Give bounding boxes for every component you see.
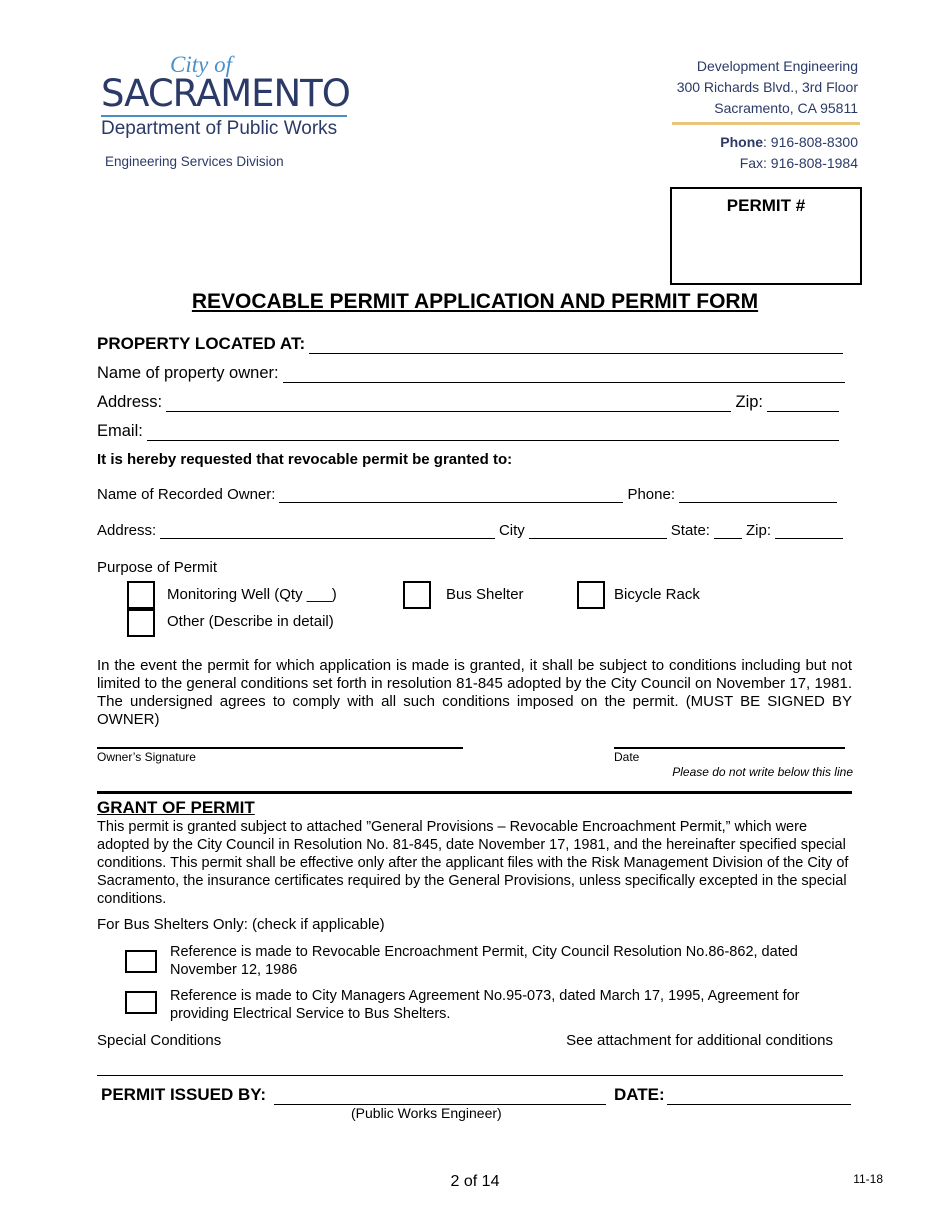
section-divider [97,791,852,794]
public-works-engineer-note: (Public Works Engineer) [351,1105,502,1121]
permit-issued-field[interactable] [274,1090,606,1105]
bus-shelter-label: Bus Shelter [446,586,524,603]
property-owner-field[interactable] [283,368,845,383]
date-label: Date [614,750,640,764]
do-not-write-note: Please do not write below this line [672,765,853,779]
logo-department: Department of Public Works [101,118,338,139]
office-street: 300 Richards Blvd., 3rd Floor [676,79,858,95]
email-row [97,422,843,441]
recorded-owner-row [97,486,841,503]
recorded-phone-field[interactable] [679,488,837,503]
special-conditions-line[interactable] [97,1075,843,1076]
reference-1-text: Reference is made to Revocable Encroachment Permit, City Council Resolution No.86-862, dated November 12, 1986 [170,944,798,978]
recorded-address-field[interactable] [160,524,495,539]
office-phone [720,134,858,150]
see-attachment-label: See attachment for additional conditions [566,1032,833,1049]
bicycle-rack-checkbox[interactable] [577,581,605,609]
special-conditions-label: Special Conditions [97,1032,222,1049]
owner-signature-label: Owner’s Signature [97,750,196,764]
property-located-field[interactable] [309,339,843,354]
request-heading: It is hereby requested that revocable permit be granted to: [97,451,513,468]
issued-date-field[interactable] [667,1090,851,1105]
property-located-row [97,334,847,354]
recorded-phone-label: Phone: [627,486,675,503]
bus-shelters-only: For Bus Shelters Only: (check if applicable) [97,916,385,933]
issued-date-label: DATE: [613,1085,665,1104]
property-owner-label: Name of property owner: [97,364,279,382]
address-row [97,393,843,412]
logo-divider [101,115,347,117]
recorded-city-field[interactable] [529,524,667,539]
property-located-label: PROPERTY LOCATED AT: [97,334,306,353]
page-title: REVOCABLE PERMIT APPLICATION AND PERMIT FORM [191,290,759,313]
page-number: 2 of 14 [450,1173,500,1190]
recorded-state-field[interactable] [714,524,742,539]
other-checkbox[interactable] [127,609,155,637]
address-label: Address: [97,393,163,411]
form-code: 11-18 [853,1172,883,1186]
email-field[interactable] [147,426,839,441]
bicycle-rack-label: Bicycle Rack [614,586,700,603]
property-owner-row [97,364,849,383]
recorded-state-label: State: [670,522,710,539]
address-field[interactable] [166,397,731,412]
office-name: Development Engineering [696,58,858,74]
logo-city-of: City of [170,52,232,77]
monitoring-well-label: Monitoring Well (Qty ___) [167,586,337,603]
permit-issued-row [101,1085,851,1105]
phone-value: : 916-808-8300 [763,134,858,150]
recorded-address-label: Address: [97,522,157,539]
email-label: Email: [97,422,143,440]
monitoring-well-checkbox[interactable] [127,581,155,609]
bus-shelter-checkbox[interactable] [403,581,431,609]
permit-issued-label: PERMIT ISSUED BY: [101,1085,266,1104]
permit-number-label: PERMIT # [726,196,806,215]
other-label: Other (Describe in detail) [167,613,334,630]
recorded-address-row [97,522,847,539]
reference-1-checkbox[interactable] [125,950,157,973]
division-name: Engineering Services Division [105,154,284,169]
conditions-paragraph: In the event the permit for which application is made is granted, it shall be subject to conditions including but not limited to the general conditions set forth in resolution 81-845 adopted by the City Council on November 17, 1981. The undersigned agrees to comply with all such conditions imposed on the permit. (MUST BE SIGNED BY OWNER) [97,657,852,728]
grant-heading: GRANT OF PERMIT [97,798,255,817]
date-signature-line[interactable] [614,747,845,749]
owner-signature-line[interactable] [97,747,463,749]
recorded-owner-label: Name of Recorded Owner: [97,486,276,503]
office-city: Sacramento, CA 95811 [714,100,858,116]
recorded-zip-field[interactable] [775,524,843,539]
zip-label: Zip: [735,393,763,411]
office-fax: Fax: 916-808-1984 [739,155,858,171]
purpose-label: Purpose of Permit [97,559,218,576]
address-divider [672,122,860,125]
recorded-zip-label: Zip: [745,522,771,539]
recorded-owner-field[interactable] [279,488,623,503]
phone-label: Phone [720,134,764,150]
recorded-city-label: City [498,522,525,539]
zip-field[interactable] [767,397,839,412]
reference-2-text: Reference is made to City Managers Agreement No.95-073, dated March 17, 1995, Agreement for providing Electrical Service to Bus Shelters. [170,988,800,1022]
grant-paragraph: This permit is granted subject to attached ”General Provisions – Revocable Encroachment Permit,” which were adopted by the City Council in Resolution No. 81-845, date November 17, 1981, and the hereinafter specified special conditions. This permit shall be effective only after the applicant files with the Risk Management Division of the City of Sacramento, the insurance certificates required by the General Provisions, unless specifically excepted in the special conditions. [97,819,849,907]
reference-2-checkbox[interactable] [125,991,157,1014]
logo-sacramento: SACRAMENTO [101,72,350,115]
